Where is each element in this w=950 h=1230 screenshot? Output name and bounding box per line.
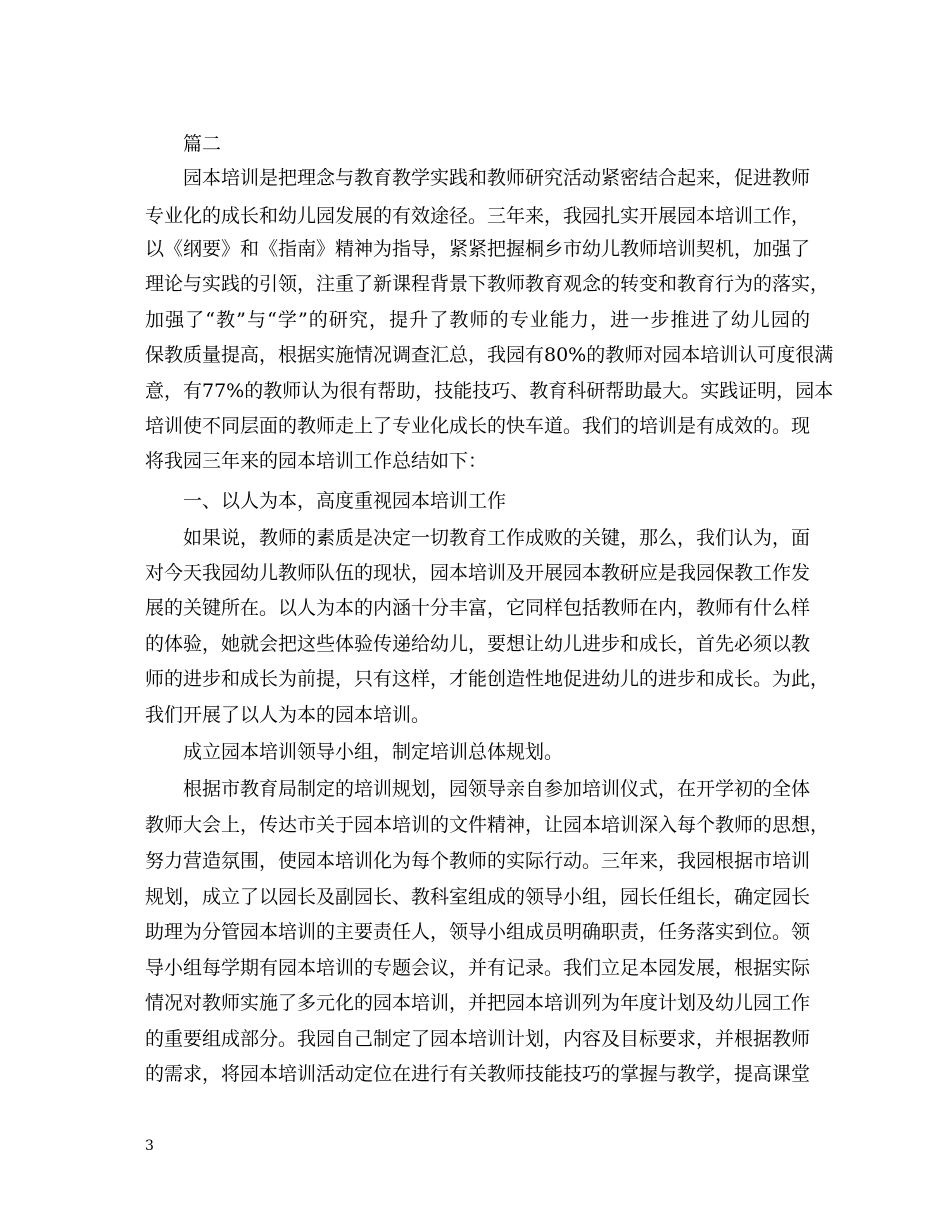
text-line: 的体验，她就会把这些体验传递给幼儿，要想让幼儿进步和成长，首先必须以教 bbox=[145, 633, 811, 655]
text-line: 努力营造氛围，使园本培训化为每个教师的实际行动。三年来，我园根据市培训 bbox=[145, 850, 811, 872]
text-line: 的重要组成部分。我园自己制定了园本培训计划，内容及目标要求，并根据教师 bbox=[145, 1028, 811, 1050]
text-line: 将我园三年来的园本培训工作总结如下： bbox=[145, 450, 488, 472]
text-line: 如果说，教师的素质是决定一切教育工作成败的关键，那么，我们认为，面 bbox=[183, 527, 811, 549]
text-line: 我们开展了以人为本的园本培训。 bbox=[145, 704, 431, 726]
text-line: 保教质量提高，根据实施情况调查汇总，我园有80%的教师对园本培训认可度很满 bbox=[145, 344, 834, 366]
text-line: 意，有77%的教师认为很有帮助，技能技巧、教育科研帮助最大。实践证明，园本 bbox=[145, 380, 834, 402]
text-line: 情况对教师实施了多元化的园本培训，并把园本培训列为年度计划及幼儿园工作 bbox=[145, 992, 811, 1014]
text-line: 规划，成立了以园长及副园长、教科室组成的领导小组，园长任组长，确定园长 bbox=[145, 886, 811, 908]
text-line: 理论与实践的引领，注重了新课程背景下教师教育观念的转变和教育行为的落实， bbox=[145, 273, 830, 295]
section-title: 篇二 bbox=[183, 133, 222, 155]
text-line: 加强了“教”与“学”的研究，提升了教师的专业能力，进一步推进了幼儿园的 bbox=[145, 309, 810, 331]
text-line: 园本培训是把理念与教育教学实践和教师研究活动紧密结合起来，促进教师 bbox=[183, 167, 811, 189]
text-line: 成立园本培训领导小组，制定培训总体规划。 bbox=[183, 741, 564, 763]
text-line: 一、以人为本，高度重视园本培训工作 bbox=[183, 490, 507, 512]
text-line: 培训使不同层面的教师走上了专业化成长的快车道。我们的培训是有成效的。现 bbox=[145, 415, 811, 437]
text-line: 助理为分管园本培训的主要责任人，领导小组成员明确职责，任务落实到位。领 bbox=[145, 921, 811, 943]
text-line: 专业化的成长和幼儿园发展的有效途径。三年来，我园扎实开展园本培训工作， bbox=[145, 205, 811, 227]
text-line: 导小组每学期有园本培训的专题会议，并有记录。我们立足本园发展，根据实际 bbox=[145, 957, 811, 979]
text-line: 根据市教育局制定的培训规划，园领导亲自参加培训仪式，在开学初的全体 bbox=[183, 778, 811, 800]
page-number: 3 bbox=[145, 1138, 154, 1154]
text-line: 的需求，将园本培训活动定位在进行有关教师技能技巧的掌握与教学，提高课堂 bbox=[145, 1063, 811, 1085]
text-line: 以《纲要》和《指南》精神为指导，紧紧把握桐乡市幼儿教师培训契机，加强了 bbox=[145, 238, 811, 260]
text-line: 教师大会上，传达市关于园本培训的文件精神，让园本培训深入每个教师的思想， bbox=[145, 814, 830, 836]
text-line: 展的关键所在。以人为本的内涵十分丰富，它同样包括教师在内，教师有什么样 bbox=[145, 597, 811, 619]
text-line: 对今天我园幼儿教师队伍的现状，园本培训及开展园本教研应是我园保教工作发 bbox=[145, 562, 811, 584]
text-line: 师的进步和成长为前提，只有这样，才能创造性地促进幼儿的进步和成长。为此， bbox=[145, 668, 830, 690]
